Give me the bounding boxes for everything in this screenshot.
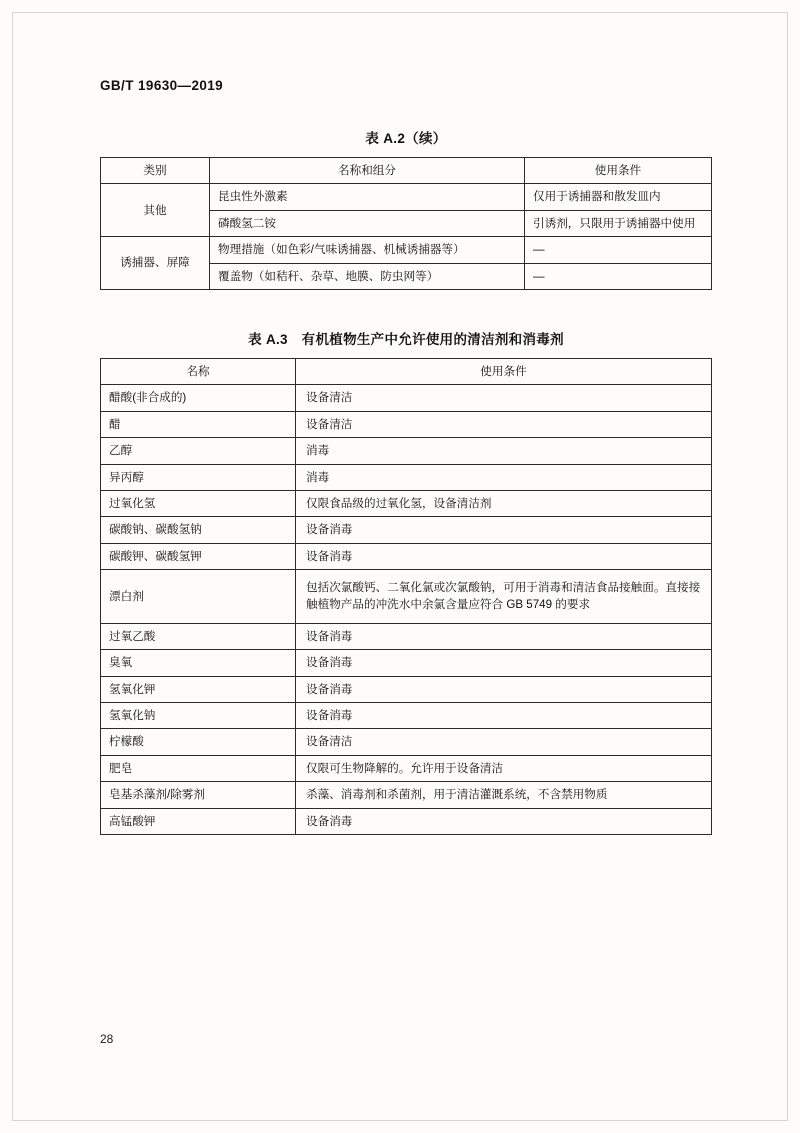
table-a3-cell-name: 碳酸钾、碳酸氢钾 <box>101 543 296 569</box>
table-a3-cell-name: 过氧化氢 <box>101 490 296 516</box>
table-row <box>101 676 712 702</box>
table-a3-cell-condition: 设备清洁 <box>296 729 712 755</box>
table-a3-cell-condition: 仅限食品级的过氧化氢，设备清洁剂 <box>296 490 712 516</box>
table-a3-cell-condition: 设备消毒 <box>296 703 712 729</box>
table-a2-cell-category: 诱捕器、屏障 <box>101 237 210 290</box>
table-a2-header-category: 类别 <box>101 158 210 184</box>
table-a3-cell-name: 氢氧化钾 <box>101 676 296 702</box>
page-content <box>100 78 712 835</box>
table-row <box>101 623 712 649</box>
table-a2-cell-condition: 仅用于诱捕器和散发皿内 <box>525 184 712 210</box>
table-a3-cell-condition: 设备消毒 <box>296 543 712 569</box>
table-row <box>101 570 712 624</box>
table-a2-cell-name: 昆虫性外激素 <box>210 184 525 210</box>
table-a3-cell-name: 皂基杀藻剂/除雾剂 <box>101 782 296 808</box>
table-row <box>101 464 712 490</box>
table-a2-cell-name: 覆盖物（如秸秆、杂草、地膜、防虫网等） <box>210 263 525 289</box>
table-a3-cell-condition: 杀藻、消毒剂和杀菌剂，用于清洁灌溉系统，不含禁用物质 <box>296 782 712 808</box>
table-a3-cell-name: 肥皂 <box>101 755 296 781</box>
table-row <box>101 808 712 834</box>
table-a3-header-condition: 使用条件 <box>296 358 712 384</box>
table-a3-cell-condition: 设备清洁 <box>296 385 712 411</box>
table-a3-cell-name: 醋 <box>101 411 296 437</box>
table-row <box>101 650 712 676</box>
spacer <box>100 290 712 328</box>
table-a2-cell-category: 其他 <box>101 184 210 237</box>
table-row <box>101 729 712 755</box>
table-a3-cell-condition: 设备消毒 <box>296 623 712 649</box>
table-a2 <box>100 157 712 290</box>
table-a2-caption: 表 A.2（续） <box>365 131 447 146</box>
table-row <box>101 237 712 263</box>
table-row <box>101 385 712 411</box>
table-a3 <box>100 358 712 835</box>
table-row <box>101 158 712 184</box>
table-a2-cell-condition: — <box>525 237 712 263</box>
table-a3-cell-condition: 设备清洁 <box>296 411 712 437</box>
table-row <box>101 411 712 437</box>
table-a3-cell-name: 碳酸钠、碳酸氢钠 <box>101 517 296 543</box>
table-a3-cell-condition: 设备消毒 <box>296 517 712 543</box>
table-a2-cell-condition: 引诱剂，只限用于诱捕器中使用 <box>525 210 712 236</box>
table-a3-cell-condition: 设备消毒 <box>296 808 712 834</box>
table-a3-cell-name: 异丙醇 <box>101 464 296 490</box>
table-a3-cell-name: 高锰酸钾 <box>101 808 296 834</box>
table-a3-cell-condition: 消毒 <box>296 438 712 464</box>
table-row <box>101 755 712 781</box>
table-row <box>101 782 712 808</box>
table-a3-cell-name: 过氧乙酸 <box>101 623 296 649</box>
table-row <box>101 517 712 543</box>
table-row <box>101 490 712 516</box>
page-number: 28 <box>100 1032 114 1046</box>
table-row <box>101 543 712 569</box>
table-a3-cell-name: 醋酸(非合成的) <box>101 385 296 411</box>
table-a3-cell-condition: 设备消毒 <box>296 676 712 702</box>
table-a3-cell-name: 氢氧化钠 <box>101 703 296 729</box>
table-row <box>101 703 712 729</box>
table-a3-cell-name: 乙醇 <box>101 438 296 464</box>
table-a2-cell-name: 磷酸氢二铵 <box>210 210 525 236</box>
table-a3-cell-condition: 仅限可生物降解的。允许用于设备清洁 <box>296 755 712 781</box>
table-row <box>101 184 712 210</box>
table-a2-header-name: 名称和组分 <box>210 158 525 184</box>
table-a3-cell-name: 臭氧 <box>101 650 296 676</box>
table-a3-header-name: 名称 <box>101 358 296 384</box>
table-a3-cell-condition: 设备消毒 <box>296 650 712 676</box>
table-a3-caption: 表 A.3 有机植物生产中允许使用的清洁剂和消毒剂 <box>248 331 564 347</box>
table-a2-header-condition: 使用条件 <box>525 158 712 184</box>
table-a3-cell-condition: 包括次氯酸钙、二氧化氯或次氯酸钠，可用于消毒和清洁食品接触面。直接接触植物产品的冲洗水中余氯含量应符合 GB 5749 的要求 <box>296 570 712 624</box>
table-a3-cell-condition: 消毒 <box>296 464 712 490</box>
standard-code-header: GB/T 19630—2019 <box>100 78 224 93</box>
table-a3-cell-name: 柠檬酸 <box>101 729 296 755</box>
table-a2-cell-name: 物理措施（如色彩/气味诱捕器、机械诱捕器等） <box>210 237 525 263</box>
table-a3-cell-name: 漂白剂 <box>101 570 296 624</box>
table-row <box>101 438 712 464</box>
table-row <box>101 358 712 384</box>
table-a2-cell-condition: — <box>525 263 712 289</box>
